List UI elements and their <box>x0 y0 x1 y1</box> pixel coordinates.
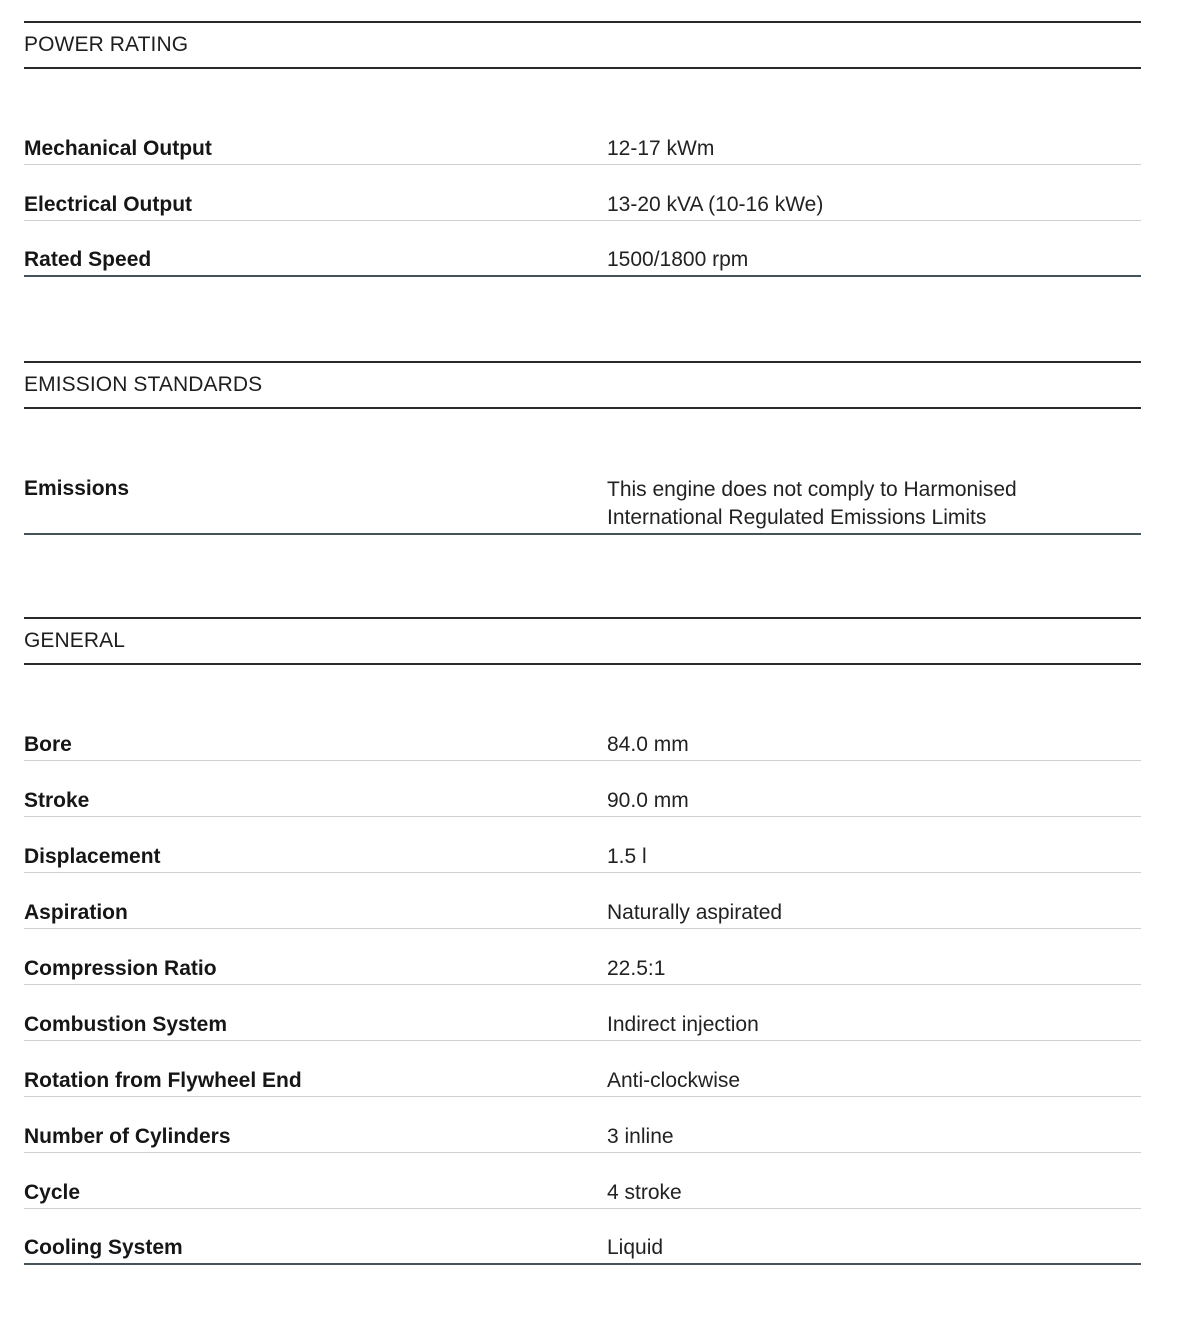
table-row <box>24 761 1141 817</box>
spec-label: Displacement <box>24 845 161 868</box>
spec-value: 90.0 mm <box>607 789 689 812</box>
table-row <box>24 1153 1141 1209</box>
table-row <box>24 985 1141 1041</box>
table-row <box>24 165 1141 221</box>
spec-label: Stroke <box>24 789 90 812</box>
spec-value: 1500/1800 rpm <box>607 248 749 271</box>
spec-value: 22.5:1 <box>607 957 666 980</box>
spec-label: Mechanical Output <box>24 137 212 160</box>
spec-label: Rotation from Flywheel End <box>24 1069 302 1092</box>
spec-label: Cooling System <box>24 1236 183 1259</box>
section-title: POWER RATING <box>24 21 1141 69</box>
table-row <box>24 705 1141 761</box>
spec-value: Liquid <box>607 1236 664 1259</box>
spec-table <box>24 442 1141 535</box>
spec-label: Electrical Output <box>24 193 193 216</box>
table-row <box>24 873 1141 929</box>
table-row <box>24 1097 1141 1153</box>
spec-label: Emissions <box>24 477 130 500</box>
spec-value: 4 stroke <box>607 1181 682 1204</box>
section-emission-standards <box>24 361 1141 535</box>
spec-value: 13-20 kVA (10-16 kWe) <box>607 193 824 216</box>
spec-value: Naturally aspirated <box>607 901 783 924</box>
spec-value: Anti-clockwise <box>607 1069 741 1092</box>
section-title: EMISSION STANDARDS <box>24 361 1141 409</box>
table-row <box>24 442 1141 535</box>
table-row <box>24 109 1141 165</box>
spec-label: Bore <box>24 733 72 756</box>
spec-label: Cycle <box>24 1181 81 1204</box>
spec-label: Number of Cylinders <box>24 1125 231 1148</box>
spec-value: 3 inline <box>607 1125 674 1148</box>
table-row <box>24 1209 1141 1265</box>
spec-label: Rated Speed <box>24 248 152 271</box>
section-title: GENERAL <box>24 617 1141 665</box>
section-general <box>24 617 1141 1265</box>
spec-value: 1.5 l <box>607 845 647 868</box>
section-power-rating <box>24 21 1141 277</box>
spec-value: This engine does not comply to Harmonised International Regulated Emissions Limits <box>607 478 1017 529</box>
table-row <box>24 221 1141 277</box>
spec-table <box>24 705 1141 1265</box>
spec-label: Combustion System <box>24 1013 228 1036</box>
spec-value: 84.0 mm <box>607 733 689 756</box>
table-row <box>24 817 1141 873</box>
spec-label: Compression Ratio <box>24 957 217 980</box>
spec-label: Aspiration <box>24 901 128 924</box>
spec-value: 12-17 kWm <box>607 137 715 160</box>
spec-value: Indirect injection <box>607 1013 759 1036</box>
table-row <box>24 929 1141 985</box>
table-row <box>24 1041 1141 1097</box>
spec-table <box>24 109 1141 277</box>
